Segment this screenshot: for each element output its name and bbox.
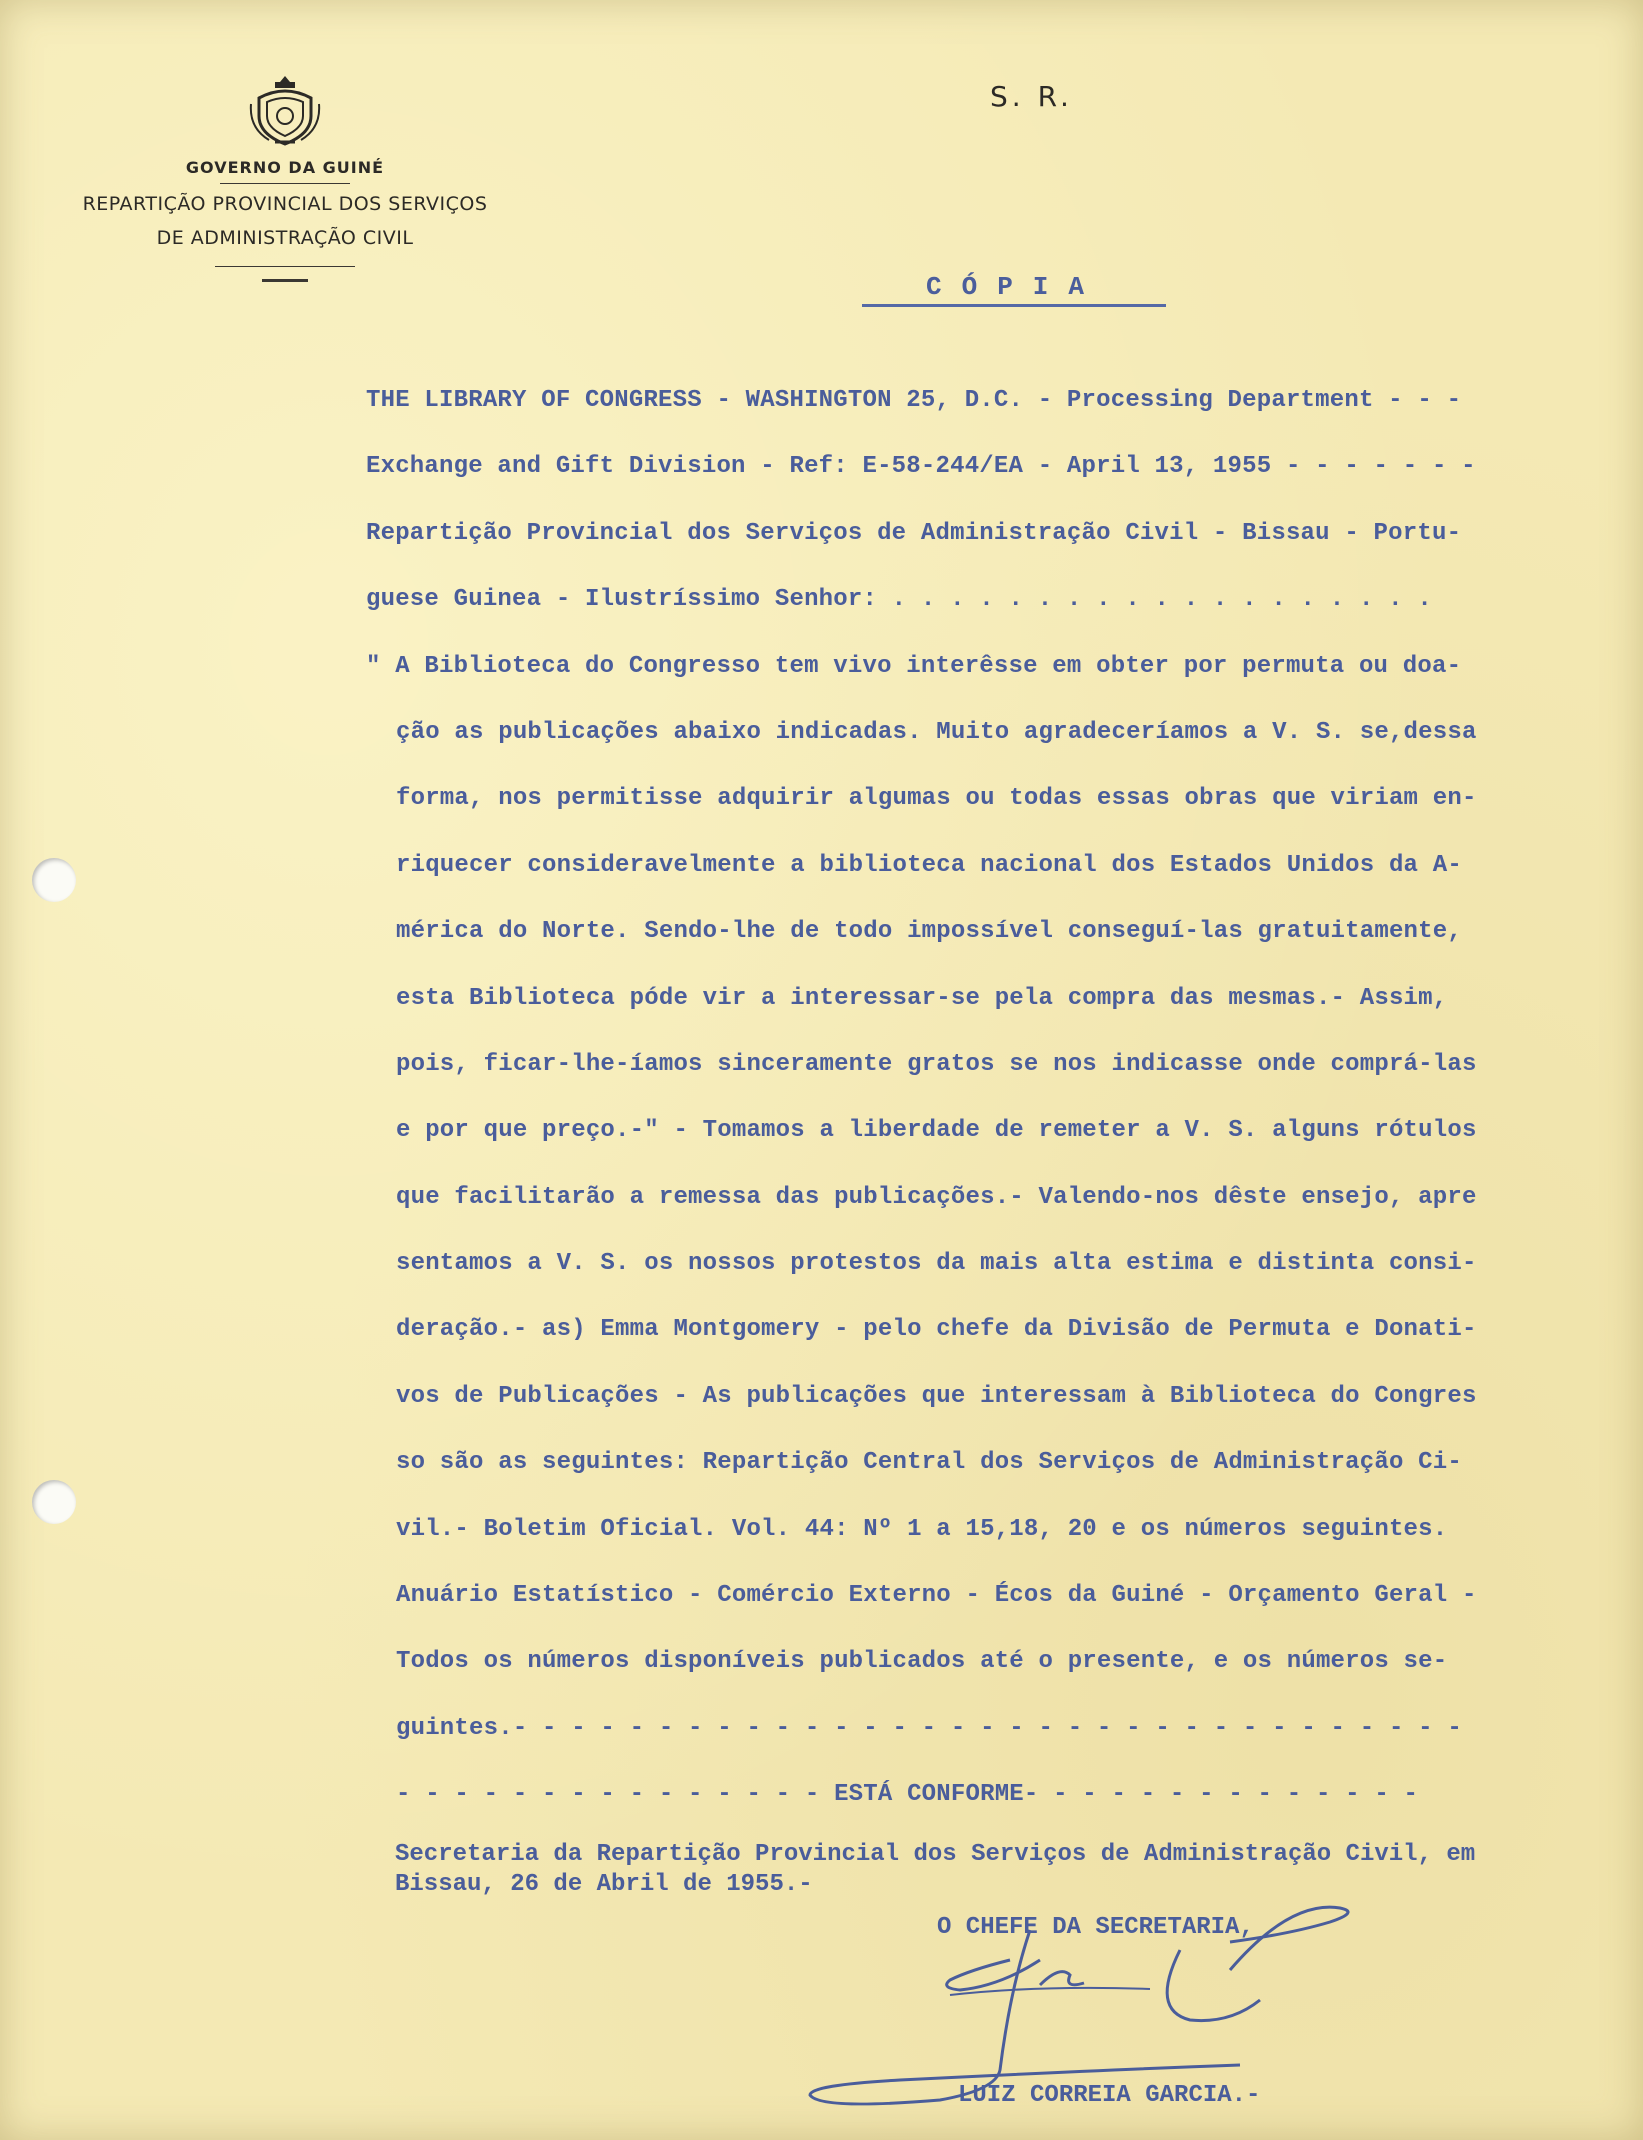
certification-line-2: Bissau, 26 de Abril de 1955.- <box>395 1871 813 1898</box>
department-line-2: DE ADMINISTRAÇÃO CIVIL <box>156 227 414 249</box>
letterhead <box>40 70 530 282</box>
body-line: Anuário Estatístico - Comércio Externo - Écos da Guiné - Orçamento Geral - <box>396 1582 1477 1610</box>
letterhead-underline <box>215 266 355 267</box>
department-line-1: REPARTIÇÃO PROVINCIAL DOS SERVIÇOS <box>82 193 488 215</box>
body-line: ção as publicações abaixo indicadas. Muito agradeceríamos a V. S. se,dessa <box>396 718 1477 746</box>
body-line: sentamos a V. S. os nossos protestos da mais alta estima e distinta consi- <box>396 1250 1477 1278</box>
body-line: mérica do Norte. Sendo-lhe de todo impossível conseguí-las gratuitamente, <box>396 918 1462 946</box>
body-line: Exchange and Gift Division - Ref: E-58-244/EA - April 13, 1955 - - - - - - - <box>366 453 1476 481</box>
body-line: deração.- as) Emma Montgomery - pelo chefe da Divisão de Permuta e Donati- <box>396 1316 1477 1344</box>
conformity-line: - - - - - - - - - - - - - - - ESTÁ CONFORME- - - - - - - - - - - - - - <box>396 1781 1419 1809</box>
heading-underline <box>862 304 1166 307</box>
letter-body <box>366 368 1614 1829</box>
body-line: so são as seguintes: Repartição Central dos Serviços de Administração Ci- <box>396 1449 1462 1477</box>
government-name: GOVERNO DA GUINÉ <box>185 158 385 177</box>
body-line: pois, ficar-lhe-íamos sinceramente gratos se nos indicasse onde comprá-las <box>396 1050 1477 1078</box>
body-line: esta Biblioteca póde vir a interessar-se pela compra das mesmas.- Assim, <box>396 984 1448 1012</box>
punch-hole-bottom <box>32 1480 76 1524</box>
body-line: vil.- Boletim Oficial. Vol. 44: Nº 1 a 15,18, 20 e os números seguintes. <box>396 1515 1448 1543</box>
punch-hole-top <box>32 858 76 902</box>
body-line: Todos os números disponíveis publicados até o presente, e os números se- <box>396 1648 1448 1676</box>
body-line: THE LIBRARY OF CONGRESS - WASHINGTON 25, D.C. - Processing Department - - - <box>366 387 1462 414</box>
corner-mark: S. R. <box>990 80 1073 113</box>
body-line: que facilitarão a remessa das publicações.- Valendo-nos dêste ensejo, apre <box>396 1183 1477 1211</box>
body-line: e por que preço.-" - Tomamos a liberdade de remeter a V. S. alguns rótulos <box>396 1117 1477 1145</box>
body-line: " A Biblioteca do Congresso tem vivo interêsse em obter por permuta ou doa- <box>366 652 1462 680</box>
body-line: forma, nos permitisse adquirir algumas ou todas essas obras que viriam en- <box>396 785 1477 813</box>
body-line: Repartição Provincial dos Serviços de Administração Civil - Bissau - Portu- <box>366 519 1462 547</box>
body-line: guintes.- - - - - - - - - - - - - - - - - - - - - - - - - - - - - - - - - <box>396 1714 1462 1742</box>
coat-of-arms-icon <box>245 70 325 150</box>
body-line: vos de Publicações - As publicações que interessam à Biblioteca do Congres <box>396 1382 1477 1410</box>
certification-line-1: Secretaria da Repartição Provincial dos Serviços de Administração Civil, em <box>395 1841 1476 1868</box>
document-heading: CÓPIA <box>925 272 1104 302</box>
signatory-title: O CHEFE DA SECRETARIA, <box>937 1914 1254 1941</box>
body-line: guese Guinea - Ilustríssimo Senhor: . . . . . . . . . . . . . . . . . . . <box>366 586 1432 614</box>
letterhead-dash <box>262 279 308 282</box>
signatory-name: LUIZ CORREIA GARCIA.- <box>958 2082 1261 2109</box>
letterhead-divider <box>220 183 350 184</box>
body-line: riquecer consideravelmente a biblioteca nacional dos Estados Unidos da A- <box>396 851 1462 879</box>
